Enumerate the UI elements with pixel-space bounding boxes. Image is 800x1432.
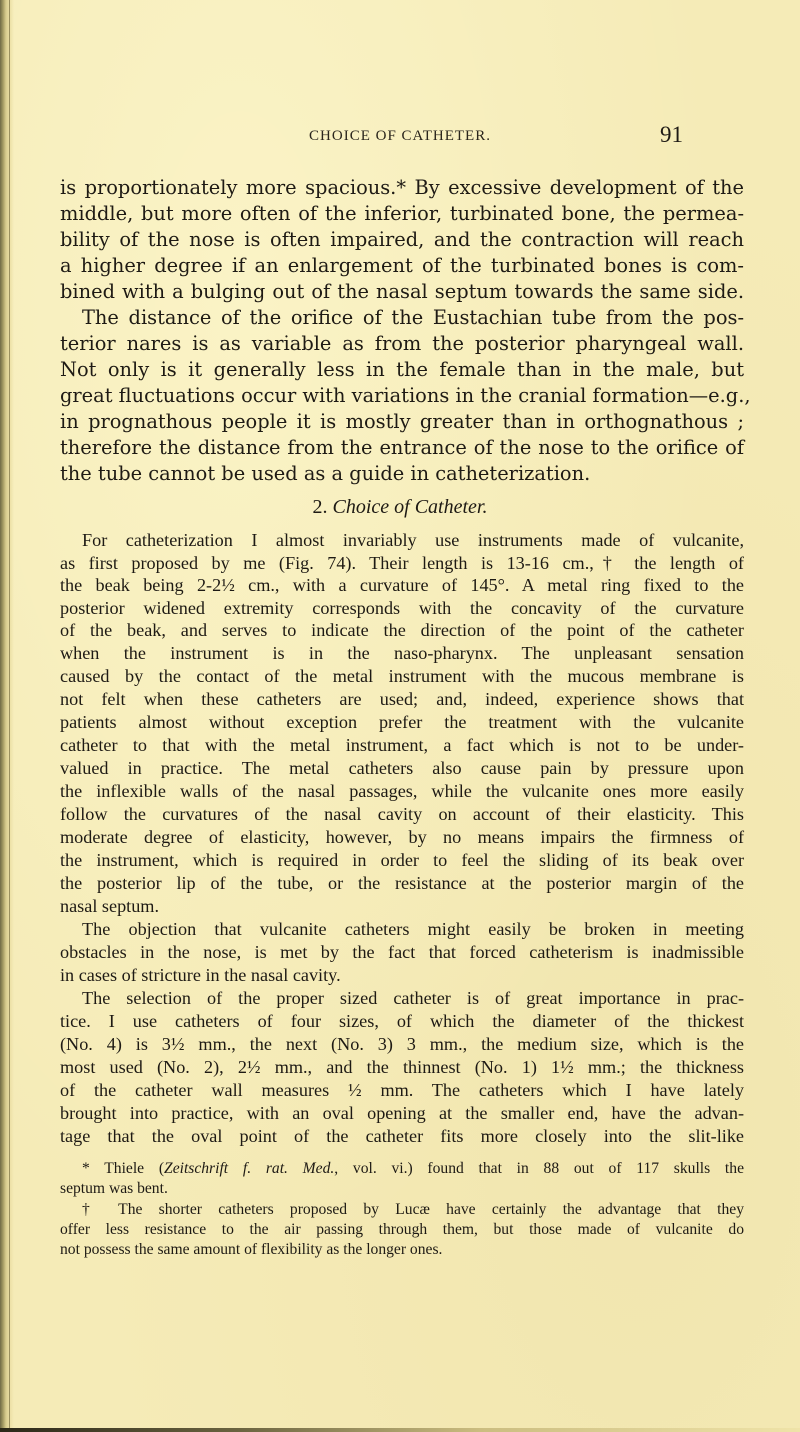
text-line: catheter to that with the metal instrument, a fact which is not to be under- bbox=[60, 735, 744, 755]
gutter-line bbox=[9, 0, 10, 1432]
text-line: For catheterization I almost invariably use instruments made of vulcanite, bbox=[82, 530, 744, 550]
text-line: of the catheter wall measures ½ mm. The catheters which I have lately bbox=[60, 1080, 744, 1100]
text-line: caused by the contact of the metal instrument with the mucous membrane is bbox=[60, 666, 744, 686]
text-line: of the beak, and serves to indicate the direction of the point of the catheter bbox=[60, 620, 744, 640]
text-line: therefore the distance from the entrance of the nose to the orifice of bbox=[60, 436, 744, 459]
text-line: the tube cannot be used as a guide in catheterization. bbox=[60, 462, 591, 485]
text-line: The distance of the orifice of the Eustachian tube from the pos- bbox=[82, 306, 744, 329]
text-line: posterior widened extremity corresponds with the concavity of the curvature bbox=[60, 597, 744, 618]
text-line: tice. I use catheters of four sizes, of which the diameter of the thickest bbox=[60, 1011, 744, 1031]
text-line: a higher degree if an enlargement of the turbinated bones is com- bbox=[60, 254, 744, 277]
footnote-text: * Thiele ( bbox=[82, 1160, 165, 1177]
text-line: the instrument, which is required in order to feel the sliding of its beak over bbox=[60, 850, 744, 870]
text-line: in prognathous people it is mostly greater than in orthognathous ; bbox=[60, 410, 744, 433]
text-line: tage that the oval point of the catheter fits more closely into the slit-like bbox=[60, 1126, 744, 1146]
text-line: bined with a bulging out of the nasal septum towards the same side. bbox=[60, 280, 744, 303]
text-line: (No. 4) is 3½ mm., the next (No. 3) 3 mm., the medium size, which is the bbox=[60, 1034, 744, 1054]
text-line: obstacles in the nose, is met by the fact that forced catheterism is inadmissible bbox=[60, 942, 744, 962]
footnote-line: not possess the same amount of flexibility as the longer ones. bbox=[60, 1241, 443, 1258]
running-header-title: CHOICE OF CATHETER. bbox=[309, 128, 491, 144]
page-number: 91 bbox=[660, 122, 683, 147]
text-line: valued in practice. The metal catheters also cause pain by pressure upon bbox=[60, 758, 744, 778]
text-line: is proportionately more spacious.* By excessive development of the bbox=[60, 176, 744, 199]
text-line: the posterior lip of the tube, or the resistance at the posterior margin of the bbox=[60, 873, 744, 893]
section-number: 2. bbox=[312, 496, 328, 518]
text-line: great fluctuations occur with variations in the cranial formation—e.g., bbox=[60, 384, 751, 407]
text-line: as first proposed by me (Fig. 74). Their length is 13-16 cm.,† the length of bbox=[60, 552, 744, 573]
text-line: The objection that vulcanite catheters might easily be broken in meeting bbox=[82, 919, 744, 939]
footnote-line: † The shorter catheters proposed by Lucæ have certainly the advantage that they bbox=[82, 1201, 744, 1218]
text-line: Not only is it generally less in the female than in the male, but bbox=[60, 358, 744, 381]
text-line: most used (No. 2), 2½ mm., and the thinnest (No. 1) 1½ mm.; the thickness bbox=[60, 1057, 744, 1077]
footnote-line: septum was bent. bbox=[60, 1180, 168, 1197]
text-line: follow the curvatures of the nasal cavity on account of their elasticity. This bbox=[60, 804, 744, 824]
running-header bbox=[0, 122, 800, 154]
text-line: when the instrument is in the naso-pharynx. The unpleasant sensation bbox=[60, 643, 744, 663]
text-line: bility of the nose is often impaired, and the contraction will reach bbox=[60, 228, 744, 251]
text-line: nasal septum. bbox=[60, 896, 160, 916]
text-line: brought into practice, with an oval opening at the smaller end, have the advan- bbox=[60, 1103, 744, 1123]
footnote-text: , vol. vi.) found that in 88 out of 117 skulls the bbox=[334, 1160, 744, 1177]
citation-title: Zeitschrift f. rat. Med. bbox=[164, 1160, 335, 1177]
section-heading bbox=[0, 496, 800, 519]
text-line: middle, but more often of the inferior, turbinated bone, the permea- bbox=[60, 202, 744, 225]
text-line: terior nares is as variable as from the posterior pharyngeal wall. bbox=[60, 332, 744, 355]
text-line: not felt when these catheters are used; and, indeed, experience shows that bbox=[60, 689, 744, 709]
footnote-line: offer less resistance to the air passing through them, but those made of vulcanite do bbox=[60, 1221, 744, 1238]
text-line: the beak being 2-2½ cm., with a curvature of 145°. A metal ring fixed to the bbox=[60, 575, 744, 595]
page-bottom-edge bbox=[0, 1428, 800, 1432]
section-title: Choice of Catheter. bbox=[332, 496, 488, 518]
text-line: The selection of the proper sized catheter is of great importance in prac- bbox=[82, 988, 744, 1008]
book-spine-shadow bbox=[0, 0, 14, 1432]
text-line: the inflexible walls of the nasal passages, while the vulcanite ones more easily bbox=[60, 781, 744, 801]
text-line: in cases of stricture in the nasal cavity. bbox=[60, 965, 341, 985]
text-line: patients almost without exception prefer the treatment with the vulcanite bbox=[60, 712, 744, 732]
text-line: moderate degree of elasticity, however, by no means impairs the firmness of bbox=[60, 827, 744, 847]
footnote-line bbox=[82, 1160, 744, 1178]
